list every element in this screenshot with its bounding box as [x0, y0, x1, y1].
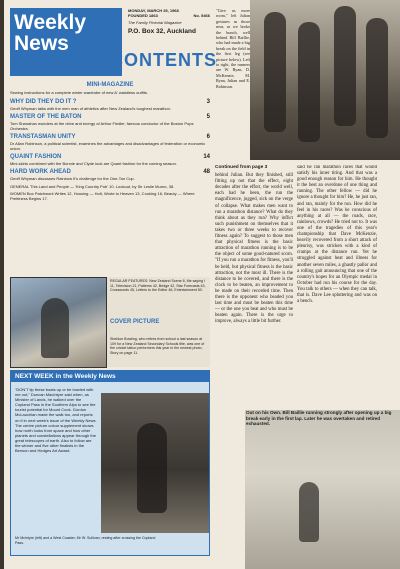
toc-entry-desc: Geoff Whyman discusses Rainbow II's challenge for the One-Ton Cup. [10, 176, 135, 181]
issue-date: MONDAY, MARCH 25, 1968 [128, 8, 179, 13]
toc-entry-page: 6 [206, 134, 210, 140]
toc-entry-page: 14 [203, 154, 210, 160]
next-week-body: "DON'T tip these boats up or be bowled with me out," Duncan MacIntyre said when, as Minister of Lands, he walked over the Copland Pass in the Southern Alps to see the tourist potential for Mount Cook. Gordon McLauchlan made the walk too, and reports on it in next week's issue of the Weekly News. The centre picture colour supplement shows how north looks from space and how other planets and constellations appear through the great telescopes of earth. Also to follow are the winner and five other finalists in the Benson and Hedges Art Award. [15, 387, 97, 454]
cover-photo [10, 277, 107, 368]
runners-photo [250, 0, 400, 160]
next-week-box [10, 370, 210, 556]
mini-magazine-heading: MINI-MAGAZINE [86, 82, 134, 88]
contents-heading: CONTENTS [110, 50, 217, 70]
masthead-logo [10, 8, 122, 76]
story-column-2 [297, 165, 377, 405]
masthead-title-line1: Weekly [14, 11, 86, 34]
toc-entry-page: 5 [206, 114, 210, 120]
cover-picture-title: COVER PICTURE [110, 319, 160, 325]
baillie-photo [245, 410, 400, 569]
photo-caption: "Give us more room," left Julian gestures as those near, as we broke the bunch, well behind Bill Baillie, who had made a big break on the field in the first leg (see picture below). Left to right, the runners are W. Ryan, D. McKenzie, M. Ryan, Julian and E. Robinson. [216, 8, 250, 89]
toc-entry-title: QUAINT FASHION [10, 154, 62, 160]
story-column-1 [215, 165, 293, 327]
toc-general: GENERAL This Land and People — 'King Country Pub' 10. Lookout, by Sir Leslie Munro, 38. [10, 184, 175, 189]
mini-magazine-desc: Sewing instructions for a complete winter wardrobe of new A' waistless outfits. [10, 90, 148, 95]
toc-entry-desc: Mini-skirts combined with the Bonnie and Clyde look are Quant fashion for the coming season. [10, 161, 177, 166]
toc-entry[interactable] [10, 114, 210, 131]
cover-block [10, 277, 210, 367]
address: P.O. Box 32, Auckland [128, 27, 196, 35]
toc-entry-title: TRANSTASMAN UNITY [10, 134, 76, 140]
toc-entry-desc: Tom Shanahan wonders at the drive and energy of Arthur Fiedler, famous conductor of the Boston Pops Orchestra. [10, 121, 194, 131]
next-week-heading: NEXT WEEK in the Weekly News [11, 371, 209, 382]
binding-crease [0, 0, 4, 569]
story-paragraph: said he ran marathon races that would satisfy his inner tiring. And that was a good enough reason for him. He thought it the best an overdone of one thing and running. The other fellow — did he ignore a thought for him? He, he just ran, and ran, mainly for the run. How did he feel in his races? Was he conscious of anything at all — the roads, race, rainbows, crowds? He tried not to. It was one of the tragedies of this year's championship that Dave McKenzie, heavily recovered from a short attack of pleurisy, was stricken with a kind of cramps at the distance run. Yet he struggled against heat and illness for another seven miles, a ghastly pallor and a rolling gait announcing that one of the country's hopes for an Olympic medal in October had run his course for the day. You talk to others — when they can talk, that is. Dave Lee spluttering and was on a bench. [297, 165, 377, 305]
story-paragraph: behind Julian. But they finished, still fitting up not that the effect, eight decades after the effort, the world well, each had he been, the run the magnificence, jogged, sick on the verge of collapse. What makes men want to run a marathon distance? What do they think about as they run? Why inflict such punishment on themselves that it takes two or three weeks to recover fitness again? To suggest to those men that physical fitness is the basic attraction of marathon running is to be the object of some good-natured scorn. "If you run a marathon for fitness, you'll be held, but physical fitness is the basic attraction, not the most ill. There is the distance to be covered, and there is the clock to be beaten, an improvement to be made on their recorded time. Then there is the opponent who beaded you last time and must be beaten this time — or the one you beat and who must be beaten again. There is the urge to improve, always a little bit further. [215, 173, 293, 325]
toc-entry-desc: Geoff Whyman talks with the men man of athletics after New Zealand's toughest marathon. [10, 106, 171, 111]
issue-number: No. 5466 [193, 13, 210, 19]
toc-entry[interactable] [10, 154, 210, 166]
masthead-title-line2: News [14, 32, 69, 55]
toc-entry[interactable] [10, 169, 210, 181]
toc-entry-page: 3 [206, 99, 210, 105]
toc-entry[interactable] [10, 134, 210, 151]
toc-entry-desc: Dr Allan Robinson, a political scientist, examines the advantages and disadvantages of federation or economic union. [10, 141, 206, 151]
continued-label: Continued from page 3 [215, 165, 268, 170]
tagline: The Family Pictorial Magazine [128, 20, 182, 26]
founded: FOUNDED 1863 [128, 13, 158, 19]
next-week-caption: Mr McIntyre (left) and a West Coaster, Mr W. Sullivan, resting after crossing the Copland Pass. [15, 536, 156, 545]
masthead-info [128, 8, 210, 36]
toc-entry-title: MASTER OF THE BATON [10, 114, 82, 120]
next-week-photo [101, 393, 209, 533]
toc-entry-title: WHY DID THEY DO IT ? [10, 99, 77, 105]
toc-entry-page: 48 [203, 169, 210, 175]
toc-women: WOMEN Box Patchwork Writes 12, Housing — Holt, Wrote to Heaven 13, Cooking 16, Beauty — Where Prettiness Begins 17. [10, 191, 195, 202]
regular-features: REGULAR FEATURES: New Zealand Scene 8, Me saying I 11, Television 21, Patterns 42, Bridge 42, Star Forecasts 43, Crosswords 45, Letters to the Editor 46, Entertainment 50. [110, 279, 206, 293]
cover-picture-text: Sheldon Bowling, who retires from school a last season at 109 for a New Zealand Secondary Schools title, was one of the cricket tattoo performers this year in the newest photo. Story on page 11. [110, 337, 205, 355]
table-of-contents [10, 82, 210, 202]
toc-entry[interactable] [10, 99, 210, 111]
toc-entry-title: HARD WORK AHEAD [10, 169, 71, 175]
baillie-caption: Out on his Own. Bill Baillie running strongly after opening up a big break early in the first lap. Later he was overtaken and retired exhausted. [246, 410, 392, 427]
